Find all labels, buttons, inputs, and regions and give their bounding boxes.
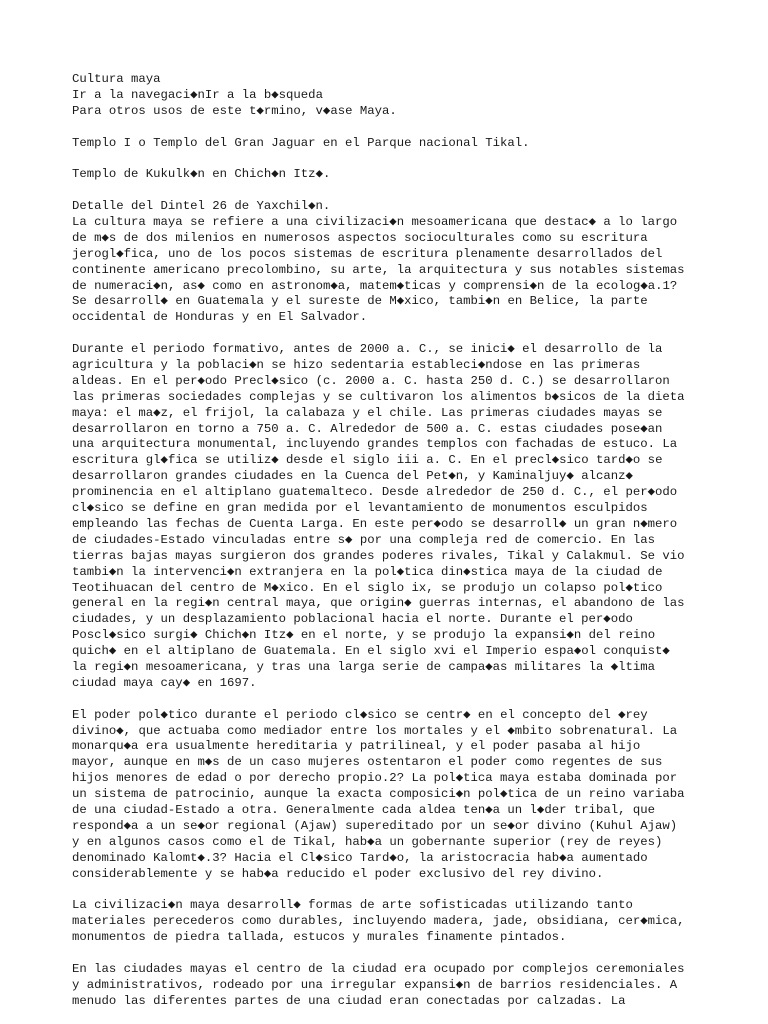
text-line: mayor, aunque en m◆s de un caso mujeres ostentaron el poder como regentes de sus (72, 755, 663, 770)
text-line: tambi◆n la intervenci◆n extranjera en la pol◆tica din◆stica maya de la ciudad de (72, 564, 663, 579)
text-line: maya: el ma◆z, el frijol, la calabaza y el chile. Las primeras ciudades mayas se (72, 405, 663, 420)
paragraph-politics (72, 708, 712, 883)
text-line: una arquitectura monumental, incluyendo grandes templos con fachadas de estuco. La (72, 437, 678, 452)
text-line: desarrollaron en torno a 750 a. C. Alrededor de 500 a. C. estas ciudades pose◆an (72, 421, 663, 436)
text-line: de numeraci◆n, as◆ como en astronom◆a, matem◆ticas y comprensi◆n de la ecolog◆a.1? (72, 278, 678, 293)
text-line: desarrollaron grandes ciudades en la Cuenca del Pet◆n, y Kaminaljuy◆ alcanz◆ (72, 469, 633, 484)
text-line: general en la regi◆n central maya, que origin◆ guerras internas, el abandono de las (72, 596, 685, 611)
text-line: y en algunos casos como el de Tikal, hab◆a un gobernante superior (rey de reyes) (72, 834, 663, 849)
text-line: La cultura maya se refiere a una civilizaci◆n mesoamericana que destac◆ a lo largo (72, 215, 678, 230)
text-line: materiales perecederos como durables, incluyendo madera, jade, obsidiana, cer◆mica, (72, 914, 685, 929)
disambiguation-note: Para otros usos de este t◆rmino, v◆ase Maya. (72, 103, 397, 118)
text-line: prominencia en el altiplano guatemalteco. Desde alrededor de 250 d. C., el per◆odo (72, 485, 678, 500)
text-line: divino◆, que actuaba como mediador entre los mortales y el ◆mbito sobrenatural. La (72, 723, 678, 738)
text-line: quich◆ en el altiplano de Guatemala. En el siglo xvi el Imperio espa◆ol conquist◆ (72, 644, 670, 659)
text-line: monarqu◆a era usualmente hereditaria y patrilineal, y el poder pasaba al hijo (72, 739, 641, 754)
text-line: Se desarroll◆ en Guatemala y el sureste de M◆xico, tambi◆n en Belice, la parte (72, 294, 648, 309)
image-caption-tikal: Templo I o Templo del Gran Jaguar en el Parque nacional Tikal. (72, 135, 530, 150)
paragraph-history (72, 342, 712, 692)
text-line: occidental de Honduras y en El Salvador. (72, 310, 368, 325)
text-line: cl◆sico se define en gran medida por el levantamiento de monumentos esculpidos (72, 501, 648, 516)
text-line: Durante el periodo formativo, antes de 2000 a. C., se inici◆ el desarrollo de la (72, 342, 663, 357)
text-line: un sistema de patrocinio, aunque la exacta composici◆n pol◆tica de un reino variaba (72, 787, 685, 802)
text-line: considerablemente y se hab◆a reducido el poder exclusivo del rey divino. (72, 866, 604, 881)
text-line: denominado Kalomt◆.3? Hacia el Cl◆sico Tard◆o, la aristocracia hab◆a aumentado (72, 850, 648, 865)
text-line: empleando las fechas de Cuenta Larga. En este per◆odo se desarroll◆ un gran n◆mero (72, 516, 678, 531)
text-line: la regi◆n mesoamericana, y tras una larga serie de campa◆as militares la ◆ltima (72, 659, 656, 674)
text-line: jerogl◆fica, uno de los pocos sistemas de escritura plenamente desarrollados del (72, 246, 663, 261)
text-line: monumentos de piedra tallada, estucos y murales finamente pintados. (72, 930, 567, 945)
article-header (72, 72, 712, 120)
image-caption-kukulkan: Templo de Kukulk◆n en Chich◆n Itz◆. (72, 167, 331, 182)
text-line: agricultura y la poblaci◆n se hizo sedentaria estableci◆ndose en las primeras (72, 358, 641, 373)
text-line: de m◆s de dos milenios en numerosos aspectos socioculturales como su escritura (72, 230, 648, 245)
text-line: de ciudades-Estado vinculadas entre s◆ por una compleja red de comercio. En las (72, 532, 655, 547)
text-line: de una ciudad-Estado a otra. Generalmente cada aldea ten◆a un l◆der tribal, que (72, 802, 656, 817)
text-line: Poscl◆sico surgi◆ Chich◆n Itz◆ en el norte, y se produjo la expansi◆n del reino (72, 628, 656, 643)
image-caption-yaxchilan: Detalle del Dintel 26 de Yaxchil◆n. (72, 199, 331, 214)
text-line: escritura gl◆fica se utiliz◆ desde el siglo iii a. C. En el precl◆sico tard◆o se (72, 453, 663, 468)
text-line: hijos menores de edad o por derecho propio.2? La pol◆tica maya estaba dominada por (72, 771, 678, 786)
navigation-links: Ir a la navegaci◆nIr a la b◆squeda (72, 87, 323, 102)
text-line: ciudad maya cay◆ en 1697. (72, 675, 257, 690)
text-line: La civilizaci◆n maya desarroll◆ formas de arte sofisticadas utilizando tanto (72, 898, 633, 913)
paragraph-cities (72, 962, 712, 1010)
paragraph-intro (72, 215, 712, 326)
text-line: y administrativos, rodeado por una irregular expansi◆n de barrios residenciales. A (72, 977, 678, 992)
article-title: Cultura maya (72, 72, 161, 86)
text-line: aldeas. En el per◆odo Precl◆sico (c. 2000 a. C. hasta 250 d. C.) se desarrollaron (72, 373, 670, 388)
text-line: El poder pol◆tico durante el periodo cl◆sico se centr◆ en el concepto del ◆rey (72, 707, 648, 722)
document-page (72, 72, 712, 1010)
text-line: Teotihuacan del centro de M◆xico. En el siglo ix, se produjo un colapso pol◆tico (72, 580, 663, 595)
text-line: respond◆a a un se◆or regional (Ajaw) supereditado por un se◆or divino (Kuhul Ajaw) (72, 818, 678, 833)
text-line: ciudades, y un desplazamiento poblacional hacia el norte. Durante el per◆odo (72, 612, 633, 627)
text-line: las primeras sociedades complejas y se cultivaron los alimentos b◆sicos de la dieta (72, 389, 685, 404)
paragraph-art (72, 898, 712, 946)
text-line: tierras bajas mayas surgieron dos grandes poderes rivales, Tikal y Calakmul. Se vio (72, 548, 685, 563)
text-line: continente americano precolombino, su arte, la arquitectura y sus notables sistemas (72, 262, 685, 277)
text-line: menudo las diferentes partes de una ciudad eran conectadas por calzadas. La (72, 993, 626, 1008)
text-line: En las ciudades mayas el centro de la ciudad era ocupado por complejos ceremoniales (72, 961, 685, 976)
